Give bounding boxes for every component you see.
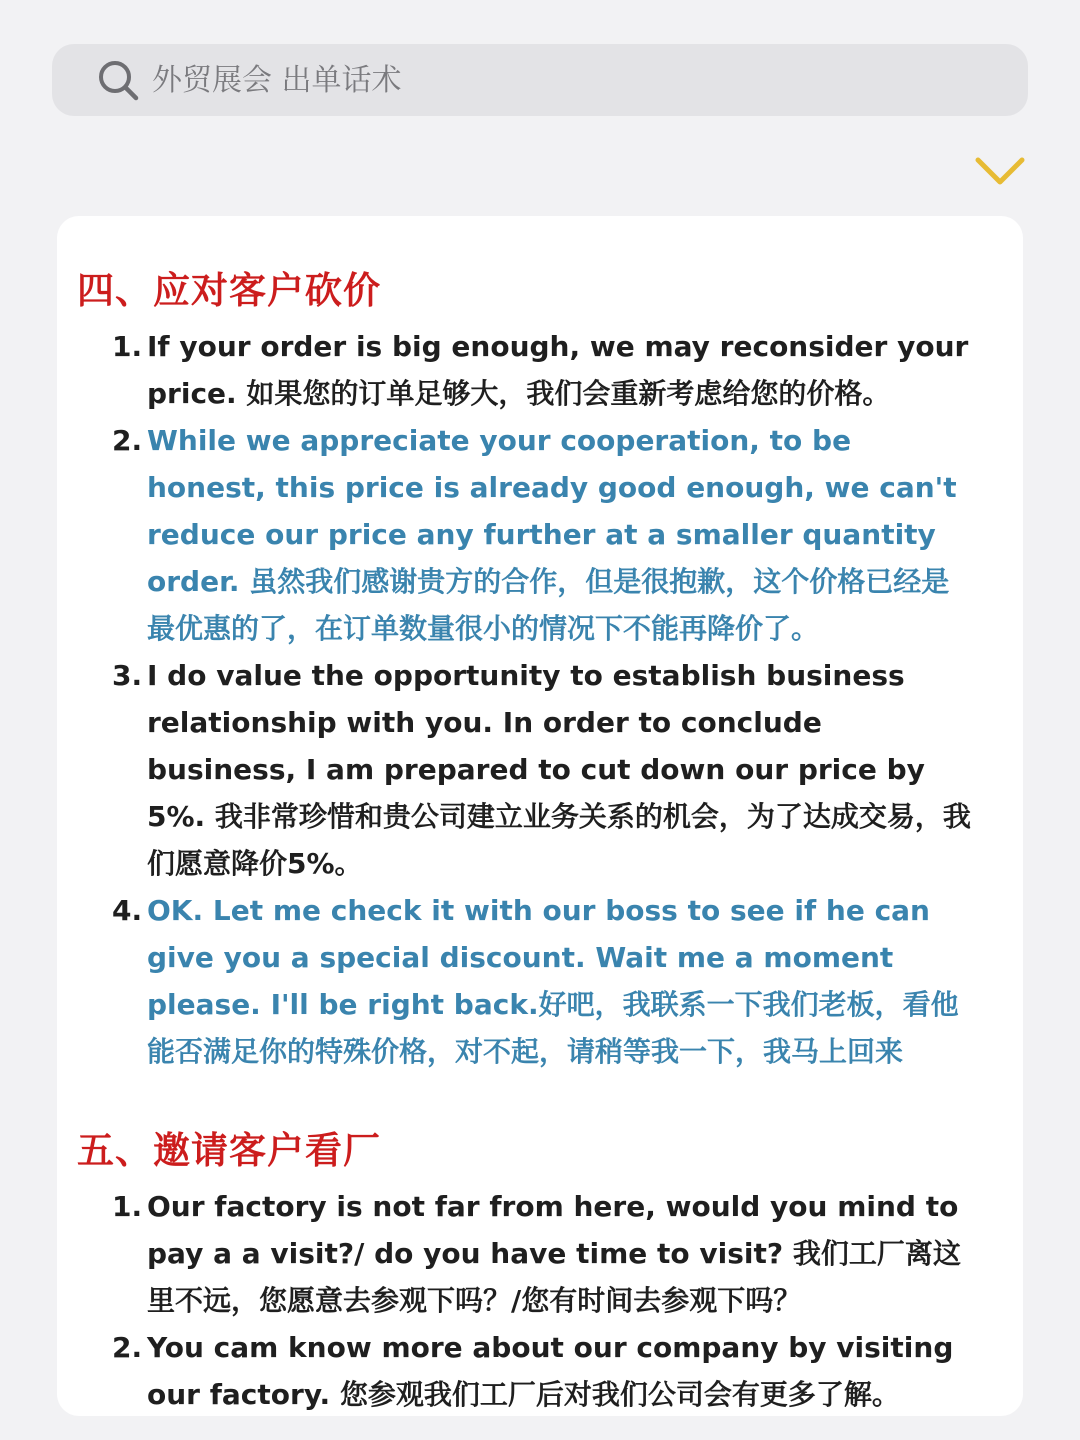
list-item	[112, 323, 972, 417]
item-text: Our factory is not far from here, would you mind to pay a a visit?/ do you have time to visit? 我们工厂离这里不远，您愿意去参观下吗？/您有时间去参观下吗？	[147, 1190, 961, 1317]
item-number: 4.	[112, 894, 143, 927]
item-text: OK. Let me check it with our boss to see if he can give you a special discount. Wait me a moment please. I'll be right back.好吧，我联系一下我们老板，看他能否满足你的特殊价格，对不起，请稍等我一下，我马上回来	[147, 894, 959, 1068]
item-number: 2.	[112, 424, 143, 457]
section-title: 四、应对客户砍价	[77, 269, 381, 312]
item-text: If your order is big enough, we may reconsider your price. 如果您的订单足够大，我们会重新考虑给您的价格。	[147, 330, 969, 410]
item-text: While we appreciate your cooperation, to be honest, this price is already good enough, we can't reduce our price any further at a smaller quantity order. 虽然我们感谢贵方的合作，但是很抱歉，这个价格已经是最优惠的了，在订单数量很小的情况下不能再降价了。	[147, 424, 957, 645]
section-list	[112, 323, 972, 1075]
item-text: I do value the opportunity to establish business relationship with you. In order to conclude business, I am prepared to cut down our price by 5%. 我非常珍惜和贵公司建立业务关系的机会，为了达成交易，我们愿意降价5%。	[147, 659, 971, 880]
content-card	[57, 216, 1023, 1416]
item-number: 1.	[112, 1190, 143, 1223]
search-bar[interactable]	[52, 44, 1028, 116]
item-number: 3.	[112, 659, 143, 692]
section-title: 五、邀请客户看厂	[77, 1129, 381, 1172]
item-number: 1.	[112, 330, 143, 363]
list-item	[112, 1324, 972, 1416]
section-list	[112, 1183, 972, 1416]
item-text: You cam know more about our company by visiting our factory. 您参观我们工厂后对我们公司会有更多了解。	[147, 1331, 954, 1411]
list-item	[112, 417, 972, 652]
chevron-down-icon[interactable]	[972, 150, 1028, 194]
list-item	[112, 652, 972, 887]
search-input[interactable]	[150, 62, 954, 99]
list-item	[112, 887, 972, 1075]
list-item	[112, 1183, 972, 1324]
item-number: 2.	[112, 1331, 143, 1364]
search-icon	[96, 58, 140, 102]
